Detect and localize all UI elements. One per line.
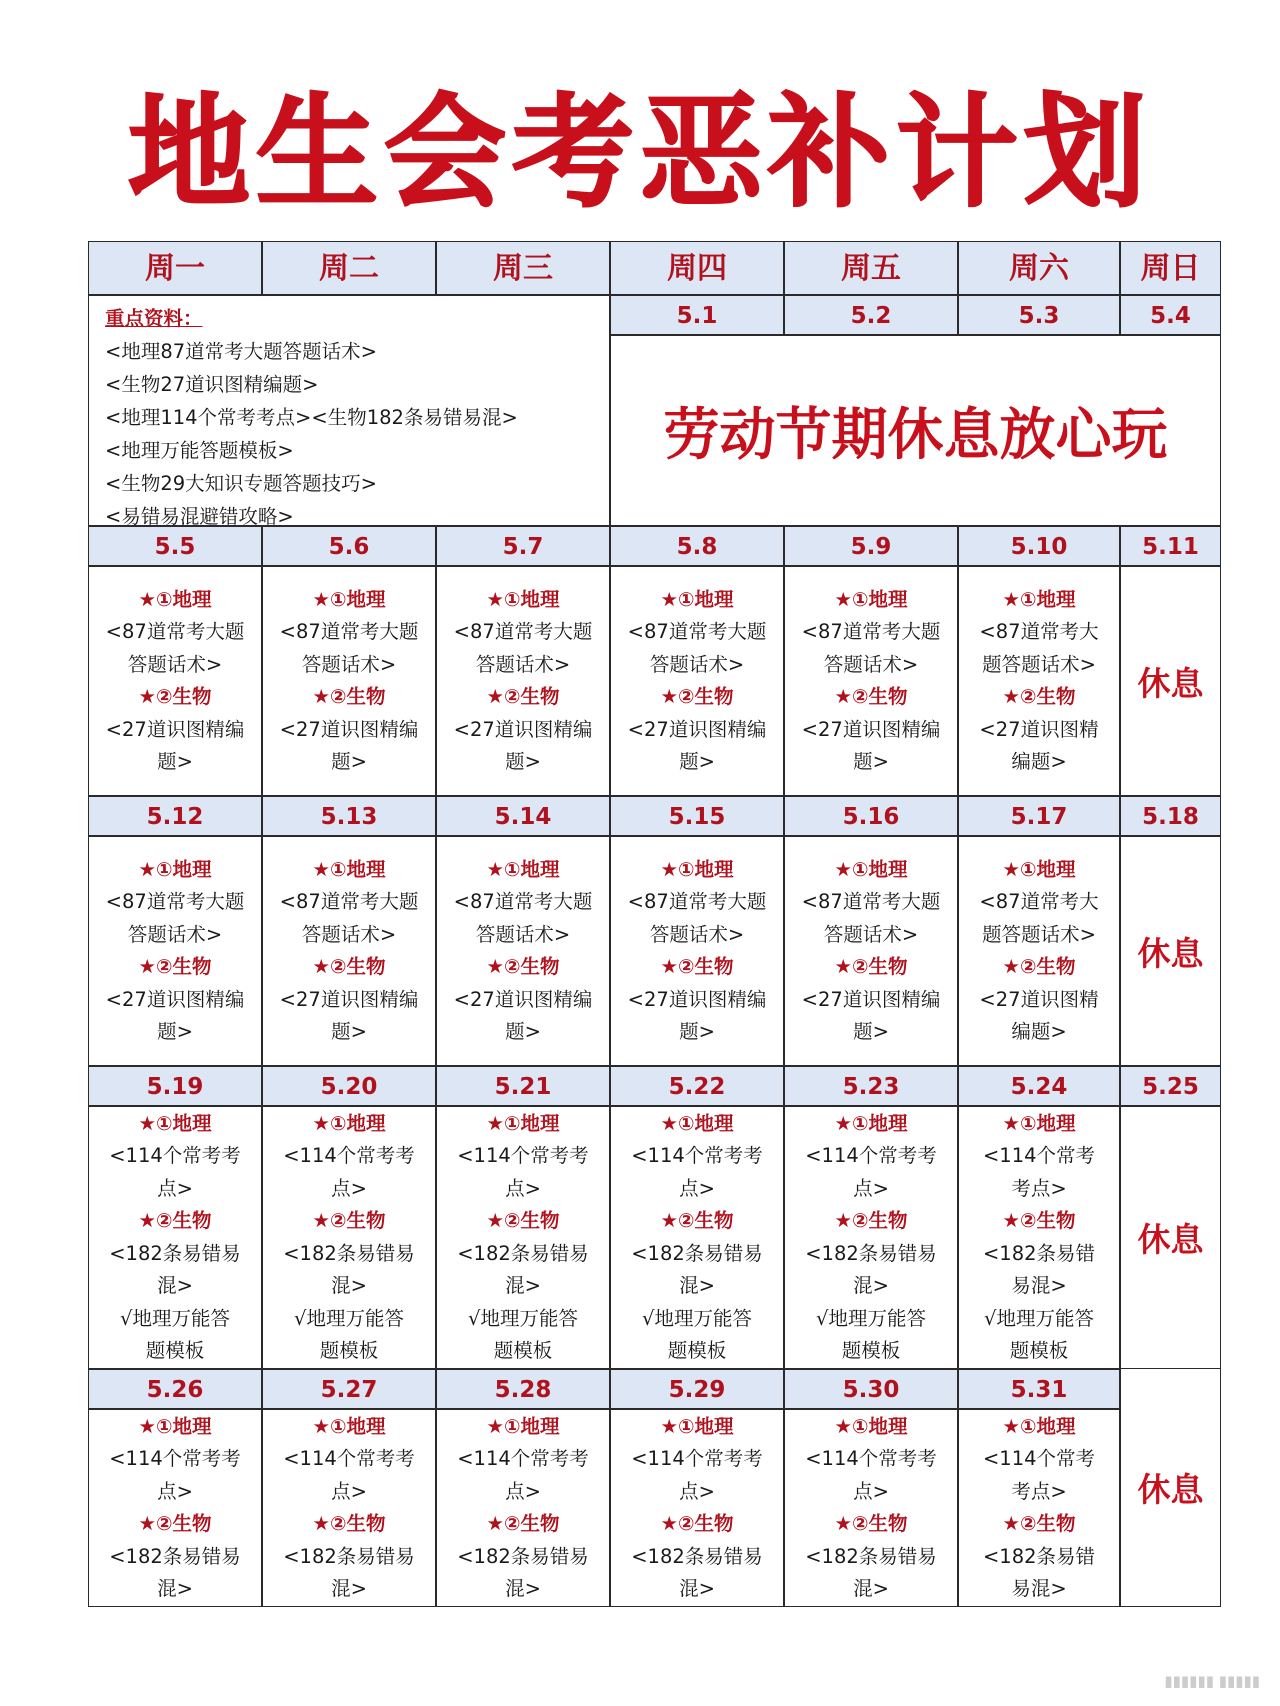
subject-marker: ★②生物	[1002, 1512, 1076, 1535]
study-item: 点>	[679, 1176, 715, 1200]
study-item: 题模板	[493, 1339, 553, 1362]
study-item: 题答题话术>	[982, 922, 1096, 946]
subject-marker: ★②生物	[834, 955, 908, 978]
study-item: <87道常考大题	[279, 620, 419, 643]
holiday-banner	[610, 335, 1221, 526]
study-item: <27道识图精	[979, 717, 1099, 741]
study-cell	[610, 566, 784, 796]
study-item: 混>	[157, 1577, 193, 1600]
subject-marker: ★②生物	[660, 1209, 734, 1232]
subject-marker: ★②生物	[312, 955, 386, 978]
subject-marker: ★①地理	[138, 857, 212, 881]
subject-marker: ★②生物	[660, 1512, 734, 1535]
key-materials-box	[88, 295, 610, 526]
subject-marker: ★①地理	[138, 587, 212, 611]
study-item: 答题话术>	[127, 922, 223, 946]
study-cell	[88, 836, 262, 1066]
subject-marker: ★②生物	[138, 685, 212, 708]
study-item: <114个常考考	[109, 1144, 241, 1167]
date-label: 5.20	[320, 1074, 378, 1100]
study-item: <182条易错易	[109, 1544, 241, 1568]
study-item: 答题话术>	[823, 652, 919, 676]
study-item: 点>	[505, 1176, 541, 1200]
study-item: 混>	[679, 1274, 715, 1297]
key-material-item: <生物27道识图精编题>	[105, 373, 319, 396]
study-item: <87道常考大题	[279, 890, 419, 913]
date-label: 5.23	[842, 1074, 900, 1100]
key-material-item: <地理万能答题模板>	[105, 439, 294, 462]
rest-cell	[1120, 836, 1221, 1066]
date-cell	[1120, 526, 1221, 566]
study-item: 答题话术>	[649, 652, 745, 676]
study-item: √地理万能答	[294, 1306, 404, 1330]
study-item: <114个常考	[982, 1144, 1096, 1167]
study-item: <27道识图精编	[279, 717, 419, 741]
key-material-item: <易错易混避错攻略>	[105, 505, 294, 526]
date-label: 5.4	[1150, 303, 1191, 329]
study-item: <27道识图精	[979, 987, 1099, 1011]
study-item: √地理万能答	[468, 1306, 578, 1330]
subject-marker: ★②生物	[138, 955, 212, 978]
study-item: 答题话术>	[301, 922, 397, 946]
rest-label: 休息	[1137, 933, 1204, 973]
date-cell	[610, 796, 784, 836]
subject-marker: ★①地理	[312, 1414, 386, 1438]
date-label: 5.17	[1010, 804, 1068, 830]
date-cell	[958, 526, 1120, 566]
study-item: 易混>	[1011, 1577, 1067, 1600]
key-material-item: <生物29大知识专题答题技巧>	[105, 472, 377, 495]
subject-marker: ★②生物	[486, 955, 560, 978]
study-item: <87道常考大题	[453, 890, 593, 913]
study-item: <27道识图精编	[105, 717, 245, 741]
study-item: 题模板	[667, 1339, 727, 1362]
weekday-label: 周六	[1009, 251, 1069, 286]
subject-marker: ★②生物	[834, 1209, 908, 1232]
weekday-header	[436, 241, 610, 295]
study-cell	[262, 566, 436, 796]
date-cell	[958, 1369, 1120, 1409]
study-item: <182条易错易	[283, 1241, 415, 1265]
date-label: 5.21	[494, 1074, 552, 1100]
study-item: 题>	[157, 750, 193, 773]
study-cell	[610, 1106, 784, 1369]
study-item: <87道常考大题	[801, 890, 941, 913]
subject-marker: ★①地理	[660, 1111, 734, 1135]
date-cell	[958, 295, 1120, 335]
study-item: <87道常考大题	[105, 890, 245, 913]
study-item: <27道识图精编	[801, 987, 941, 1011]
date-cell	[784, 526, 958, 566]
date-cell	[88, 1066, 262, 1106]
study-item: 点>	[157, 1479, 193, 1503]
study-item: <182条易错	[982, 1241, 1096, 1265]
study-item: 混>	[157, 1274, 193, 1297]
subject-marker: ★①地理	[1002, 1414, 1076, 1438]
study-item: 题>	[331, 1020, 367, 1043]
subject-marker: ★②生物	[1002, 1209, 1076, 1232]
study-item: 题>	[679, 1020, 715, 1043]
subject-marker: ★①地理	[486, 857, 560, 881]
study-item: <182条易错易	[805, 1544, 937, 1568]
subject-marker: ★①地理	[312, 857, 386, 881]
date-label: 5.2	[850, 303, 892, 329]
study-item: 题>	[505, 1020, 541, 1043]
study-item: 题>	[505, 750, 541, 773]
subject-marker: ★②生物	[660, 685, 734, 708]
weekday-header	[784, 241, 958, 295]
study-item: 点>	[679, 1479, 715, 1503]
study-item: <114个常考考	[457, 1144, 589, 1167]
date-cell	[88, 1369, 262, 1409]
subject-marker: ★②生物	[834, 1512, 908, 1535]
date-label: 5.28	[494, 1377, 552, 1403]
study-cell	[958, 1409, 1120, 1607]
rest-cell	[1120, 1369, 1221, 1607]
date-label: 5.11	[1142, 534, 1199, 560]
date-label: 5.8	[676, 534, 718, 560]
date-label: 5.9	[850, 534, 892, 560]
study-item: 考点>	[1011, 1176, 1067, 1200]
date-label: 5.6	[328, 534, 370, 560]
date-label: 5.5	[154, 534, 196, 560]
study-cell	[436, 836, 610, 1066]
study-item: √地理万能答	[816, 1306, 926, 1330]
rest-cell	[1120, 566, 1221, 796]
study-item: <27道识图精编	[627, 717, 767, 741]
weekday-label: 周二	[319, 251, 379, 286]
subject-marker: ★①地理	[486, 1111, 560, 1135]
subject-marker: ★①地理	[834, 1414, 908, 1438]
subject-marker: ★①地理	[486, 587, 560, 611]
weekday-header	[958, 241, 1120, 295]
study-item: 题答题话术>	[982, 652, 1096, 676]
study-cell	[88, 1409, 262, 1607]
subject-marker: ★①地理	[834, 857, 908, 881]
subject-marker: ★①地理	[312, 587, 386, 611]
study-item: √地理万能答	[642, 1306, 752, 1330]
study-item: 考点>	[1011, 1479, 1067, 1503]
date-label: 5.27	[320, 1377, 378, 1403]
weekday-label: 周五	[841, 251, 901, 286]
date-label: 5.10	[1010, 534, 1068, 560]
subject-marker: ★①地理	[1002, 587, 1076, 611]
study-item: 点>	[157, 1176, 193, 1200]
study-item: <87道常考大题	[627, 890, 767, 913]
study-item: 点>	[505, 1479, 541, 1503]
date-cell	[610, 295, 784, 335]
date-cell	[262, 526, 436, 566]
study-item: <114个常考考	[805, 1447, 937, 1470]
date-cell	[1120, 796, 1221, 836]
study-item: 题>	[157, 1020, 193, 1043]
subject-marker: ★②生物	[486, 1512, 560, 1535]
date-cell	[1120, 295, 1221, 335]
date-label: 5.7	[502, 534, 544, 560]
date-cell	[958, 1066, 1120, 1106]
date-label: 5.13	[320, 804, 378, 830]
study-item: <114个常考	[982, 1447, 1096, 1470]
study-item: <182条易错易	[109, 1241, 241, 1265]
study-item: 混>	[505, 1274, 541, 1297]
date-label: 5.22	[668, 1074, 726, 1100]
key-material-item: <地理87道常考大题答题话术>	[105, 340, 377, 363]
subject-marker: ★①地理	[312, 1111, 386, 1135]
subject-marker: ★①地理	[486, 1414, 560, 1438]
date-label: 5.12	[146, 804, 204, 830]
study-item: <182条易错易	[457, 1544, 589, 1568]
study-item: <114个常考考	[631, 1144, 763, 1167]
weekday-header	[1120, 241, 1221, 295]
date-cell	[436, 796, 610, 836]
study-item: 题>	[853, 750, 889, 773]
study-item: 编题>	[1011, 1020, 1067, 1043]
study-item: <182条易错易	[283, 1544, 415, 1568]
study-item: <182条易错易	[631, 1241, 763, 1265]
study-item: 点>	[331, 1479, 367, 1503]
subject-marker: ★①地理	[1002, 857, 1076, 881]
date-cell	[610, 1369, 784, 1409]
date-cell	[88, 796, 262, 836]
study-item: <87道常考大题	[801, 620, 941, 643]
date-cell	[610, 1066, 784, 1106]
study-cell	[610, 1409, 784, 1607]
study-cell	[784, 1106, 958, 1369]
study-item: 混>	[679, 1577, 715, 1600]
date-label: 5.16	[842, 804, 900, 830]
weekday-header	[88, 241, 262, 295]
date-label: 5.1	[676, 303, 718, 329]
study-item: 题模板	[841, 1339, 901, 1362]
subject-marker: ★②生物	[138, 1209, 212, 1232]
subject-marker: ★②生物	[312, 1512, 386, 1535]
study-item: 点>	[853, 1176, 889, 1200]
subject-marker: ★①地理	[834, 587, 908, 611]
page-title: 地生会考恶补计划	[128, 82, 1152, 224]
study-item: <114个常考考	[805, 1144, 937, 1167]
study-item: √地理万能答	[120, 1306, 230, 1330]
date-cell	[436, 1066, 610, 1106]
weekday-header	[262, 241, 436, 295]
date-label: 5.31	[1010, 1377, 1068, 1403]
date-cell	[784, 796, 958, 836]
study-cell	[262, 836, 436, 1066]
study-cell	[784, 836, 958, 1066]
study-item: <182条易错易	[631, 1544, 763, 1568]
date-cell	[1120, 1066, 1221, 1106]
rest-label: 休息	[1137, 1470, 1204, 1509]
study-item: <182条易错易	[457, 1241, 589, 1265]
study-cell	[958, 1106, 1120, 1369]
weekday-label: 周日	[1140, 251, 1201, 286]
date-cell	[262, 1066, 436, 1106]
date-cell	[784, 1066, 958, 1106]
study-item: 编题>	[1011, 750, 1067, 773]
subject-marker: ★①地理	[660, 857, 734, 881]
date-cell	[262, 1369, 436, 1409]
key-material-item: <地理114个常考考点><生物182条易错易混>	[105, 406, 518, 429]
subject-marker: ★①地理	[660, 587, 734, 611]
subject-marker: ★②生物	[312, 1209, 386, 1232]
study-item: 答题话术>	[475, 652, 571, 676]
subject-marker: ★①地理	[660, 1414, 734, 1438]
study-cell	[784, 566, 958, 796]
holiday-text: 劳动节期休息放心玩	[663, 402, 1168, 468]
study-item: <27道识图精编	[627, 987, 767, 1011]
study-item: <27道识图精编	[453, 717, 593, 741]
study-cell	[88, 566, 262, 796]
study-item: <87道常考大题	[453, 620, 593, 643]
rest-label: 休息	[1137, 1220, 1204, 1259]
study-item: <114个常考考	[283, 1144, 415, 1167]
subject-marker: ★②生物	[486, 685, 560, 708]
date-cell	[88, 526, 262, 566]
study-item: 答题话术>	[127, 652, 223, 676]
date-label: 5.29	[668, 1377, 726, 1403]
study-cell	[262, 1409, 436, 1607]
study-item: <27道识图精编	[279, 987, 419, 1011]
study-item: 混>	[505, 1577, 541, 1600]
date-cell	[784, 295, 958, 335]
study-item: <114个常考考	[283, 1447, 415, 1470]
study-item: <114个常考考	[457, 1447, 589, 1470]
study-item: √地理万能答	[984, 1306, 1094, 1330]
study-item: 题模板	[1009, 1339, 1069, 1362]
study-cell	[610, 836, 784, 1066]
schedule-table	[88, 241, 1221, 1607]
subject-marker: ★①地理	[1002, 1111, 1076, 1135]
study-cell	[88, 1106, 262, 1369]
weekday-label: 周三	[493, 251, 553, 286]
study-item: <27道识图精编	[105, 987, 245, 1011]
subject-marker: ★②生物	[660, 955, 734, 978]
subject-marker: ★②生物	[312, 685, 386, 708]
study-cell	[784, 1409, 958, 1607]
study-item: <182条易错	[982, 1544, 1096, 1568]
subject-marker: ★②生物	[834, 685, 908, 708]
date-label: 5.15	[668, 804, 726, 830]
study-item: 混>	[331, 1274, 367, 1297]
subject-marker: ★①地理	[138, 1111, 212, 1135]
study-cell	[436, 566, 610, 796]
weekday-header	[610, 241, 784, 295]
study-item: 答题话术>	[823, 922, 919, 946]
study-cell	[436, 1409, 610, 1607]
study-item: 题>	[853, 1020, 889, 1043]
rest-label: 休息	[1137, 663, 1204, 703]
date-label: 5.18	[1142, 804, 1199, 830]
weekday-label: 周一	[145, 251, 205, 286]
date-cell	[436, 526, 610, 566]
subject-marker: ★②生物	[486, 1209, 560, 1232]
date-label: 5.14	[494, 804, 552, 830]
date-label: 5.3	[1018, 303, 1060, 329]
date-cell	[262, 796, 436, 836]
weekday-label: 周四	[667, 251, 727, 286]
date-label: 5.26	[146, 1377, 204, 1403]
date-label: 5.30	[842, 1377, 900, 1403]
study-item: 题模板	[145, 1339, 205, 1362]
study-item: <87道常考大	[979, 890, 1099, 913]
study-item: <114个常考考	[109, 1447, 241, 1470]
study-item: 题>	[331, 750, 367, 773]
study-item: <182条易错易	[805, 1241, 937, 1265]
study-item: <87道常考大题	[627, 620, 767, 643]
study-item: 易混>	[1011, 1274, 1067, 1297]
study-item: <27道识图精编	[453, 987, 593, 1011]
study-item: 题模板	[319, 1339, 379, 1362]
date-cell	[610, 526, 784, 566]
study-item: <27道识图精编	[801, 717, 941, 741]
study-item: <87道常考大题	[105, 620, 245, 643]
study-cell	[436, 1106, 610, 1369]
subject-marker: ★①地理	[834, 1111, 908, 1135]
study-item: 混>	[331, 1577, 367, 1600]
date-label: 5.19	[146, 1074, 204, 1100]
study-item: 答题话术>	[475, 922, 571, 946]
study-item: 混>	[853, 1274, 889, 1297]
study-item: <114个常考考	[631, 1447, 763, 1470]
rest-cell	[1120, 1106, 1221, 1369]
study-item: 答题话术>	[301, 652, 397, 676]
date-label: 5.25	[1142, 1074, 1199, 1100]
study-cell	[958, 566, 1120, 796]
study-cell	[958, 836, 1120, 1066]
study-item: 点>	[331, 1176, 367, 1200]
subject-marker: ★②生物	[1002, 685, 1076, 708]
study-item: <87道常考大	[979, 620, 1099, 643]
subject-marker: ★②生物	[1002, 955, 1076, 978]
subject-marker: ★①地理	[138, 1414, 212, 1438]
study-item: 点>	[853, 1479, 889, 1503]
study-item: 混>	[853, 1577, 889, 1600]
date-cell	[784, 1369, 958, 1409]
study-item: 答题话术>	[649, 922, 745, 946]
date-label: 5.24	[1010, 1074, 1068, 1100]
watermark: ▮▮▮▮▮▮ ▮▮▮▮▮	[1164, 1672, 1260, 1690]
study-item: 题>	[679, 750, 715, 773]
date-cell	[958, 796, 1120, 836]
study-cell	[262, 1106, 436, 1369]
key-materials-title: 重点资料：	[105, 307, 203, 330]
date-cell	[436, 1369, 610, 1409]
subject-marker: ★②生物	[138, 1512, 212, 1535]
